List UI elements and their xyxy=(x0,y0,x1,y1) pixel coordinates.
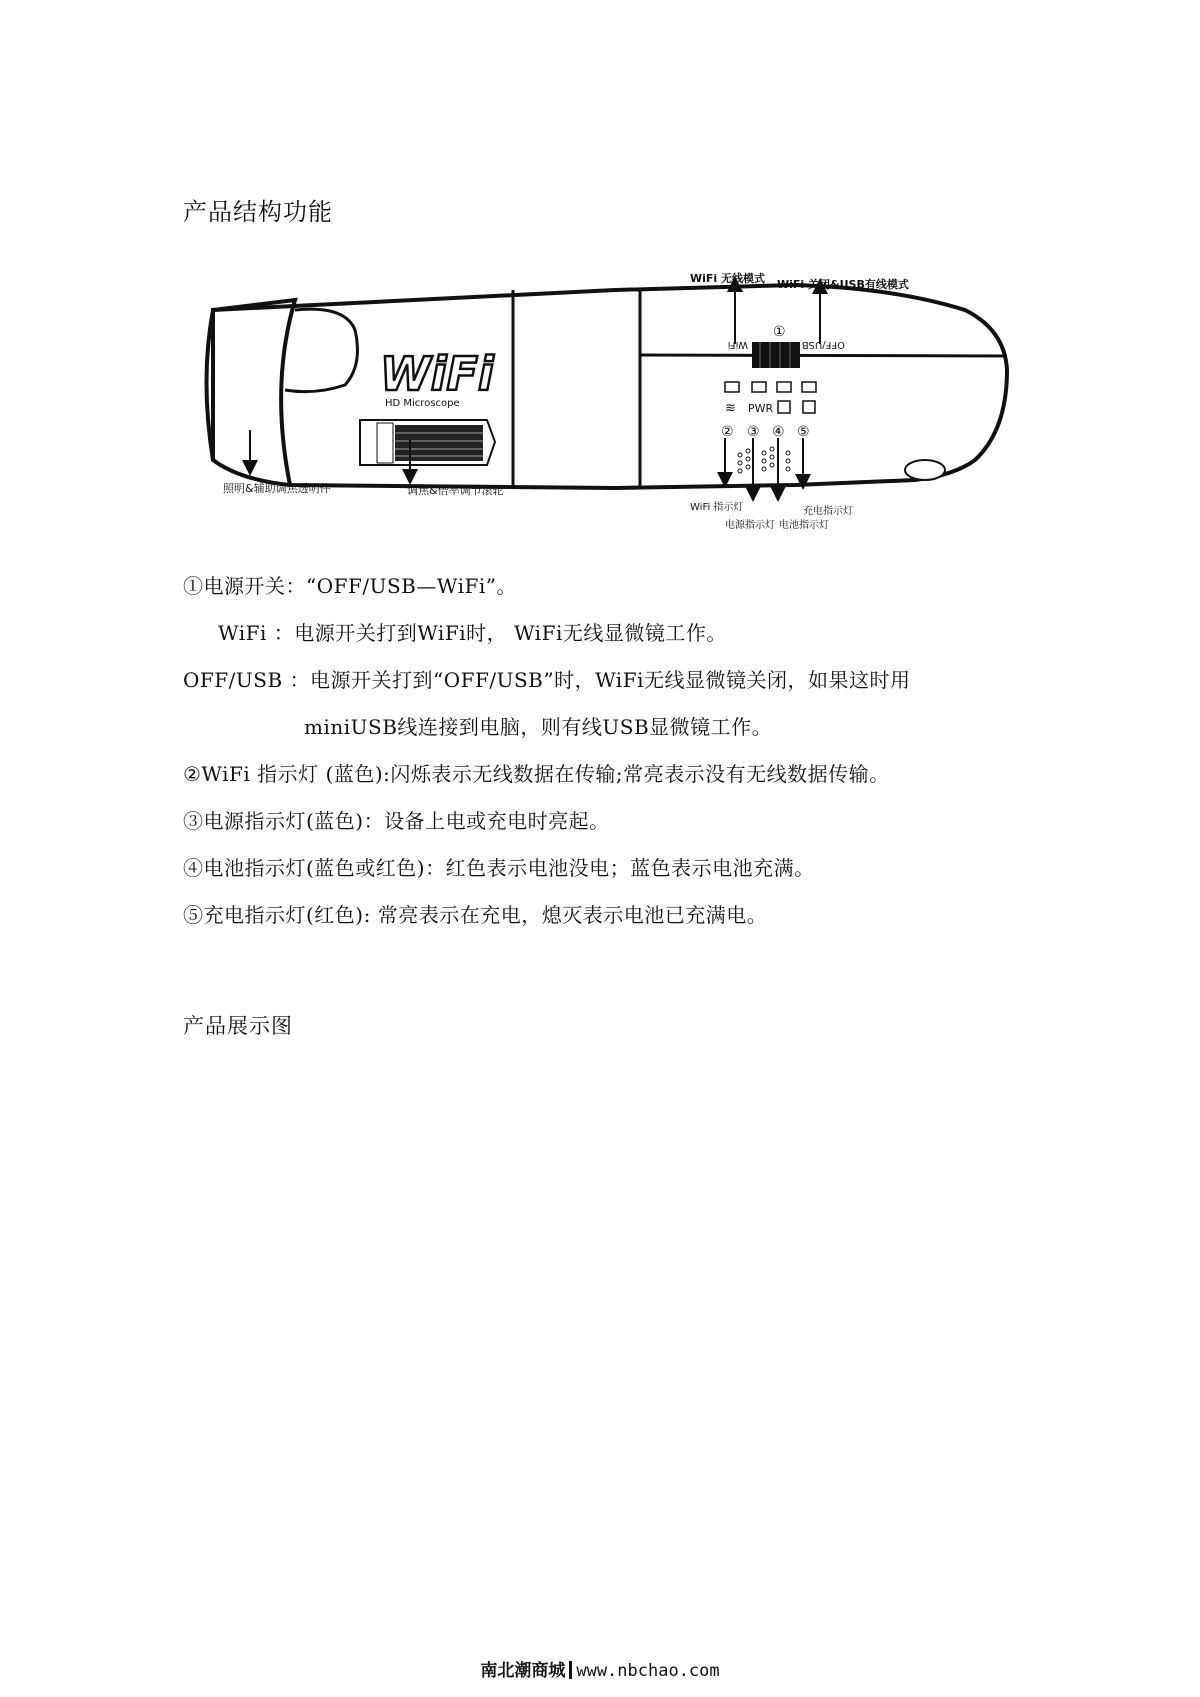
vent-holes xyxy=(738,447,790,473)
charge-port xyxy=(905,460,945,480)
charge-led-symbol xyxy=(803,401,815,413)
callout-charge-led: 充电指示灯 xyxy=(803,506,853,517)
focus-wheel xyxy=(360,420,495,465)
paragraph-offusb-mode: OFF/USB ：电源开关打到“OFF/USB”时，WiFi无线显微镜关闭，如果这时用 xyxy=(183,668,911,692)
switch-wifi-mark: WiFi xyxy=(727,339,748,350)
section-heading-structure: 产品结构功能 xyxy=(183,198,333,226)
paragraph-charge-led: ⑤充电指示灯(红色): 常亮表示在充电，熄灭表示电池已充满电。 xyxy=(183,903,768,927)
paragraph-wifi-led: ②WiFi 指示灯 (蓝色):闪烁表示无线数据在传输;常亮表示没有无线数据传输。 xyxy=(183,762,890,786)
indicator-number-2: ② xyxy=(721,424,734,440)
callout-focus-wheel: 调焦&倍率调节滚轮 xyxy=(407,484,504,497)
callout-power-led: 电源指示灯 xyxy=(725,520,775,531)
paragraph-power-switch: ①电源开关：“OFF/USB—WiFi”。 xyxy=(183,574,517,598)
indicator-leds xyxy=(725,382,816,392)
pwr-led-symbol: PWR xyxy=(748,402,774,415)
microscope-diagram xyxy=(195,270,1020,555)
brand-subtitle: HD Microscope xyxy=(385,398,460,409)
paragraph-battery-led: ④电池指示灯(蓝色或红色)：红色表示电池没电；蓝色表示电池充满。 xyxy=(183,856,815,880)
power-switch xyxy=(752,342,800,368)
callout-battery-led: 电池指示灯 xyxy=(779,520,829,531)
indicator-number-4: ④ xyxy=(772,424,785,440)
battery-led-symbol xyxy=(778,401,790,413)
callout-wifi-led: WiFi 指示灯 xyxy=(690,502,744,513)
switch-offusb-mark: OFF/USB xyxy=(801,339,845,350)
callout-wifi-mode: WiFi 无线模式 xyxy=(690,272,766,285)
wifi-led-symbol: ≋ xyxy=(725,401,736,416)
paragraph-wifi-mode: WiFi ：电源开关打到WiFi时， WiFi无线显微镜工作。 xyxy=(218,621,727,645)
section-heading-display: 产品展示图 xyxy=(183,1014,293,1038)
footer-brand: 南北潮商城 xyxy=(480,1661,566,1681)
page-footer xyxy=(0,1656,1200,1681)
indicator-number-3: ③ xyxy=(747,424,760,440)
front-window xyxy=(285,309,357,392)
indicator-number-5: ⑤ xyxy=(797,424,810,440)
switch-number: ① xyxy=(773,324,786,340)
microscope-body-outline xyxy=(213,285,1007,488)
brand-logo: WiFi xyxy=(380,347,494,401)
callout-lens: 照明&辅助调焦透明件 xyxy=(223,482,331,495)
callout-usb-mode: WiFi 关闭&USB有线模式 xyxy=(777,278,909,291)
paragraph-offusb-mode-cont: miniUSB线连接到电脑，则有线USB显微镜工作。 xyxy=(304,715,773,739)
paragraph-power-led: ③电源指示灯(蓝色)：设备上电或充电时亮起。 xyxy=(183,809,610,833)
footer-url[interactable]: www.nbchao.com xyxy=(576,1661,720,1681)
footer-separator xyxy=(569,1661,572,1679)
